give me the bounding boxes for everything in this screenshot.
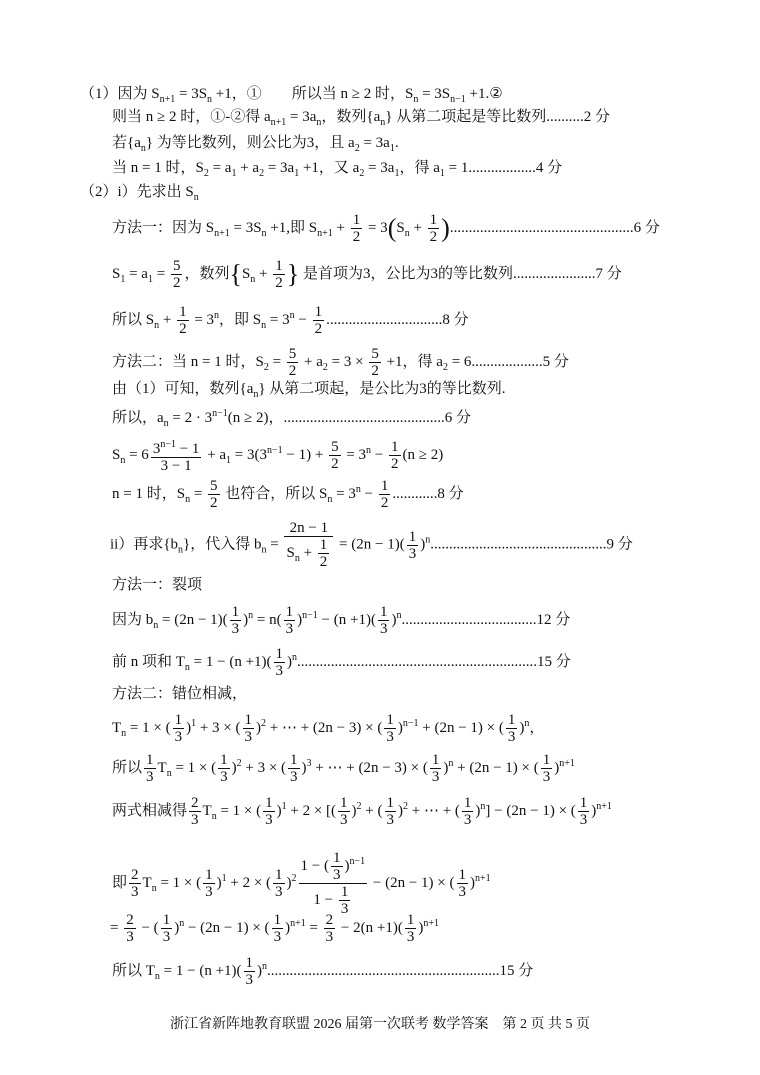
simplify-line: = $\frac{2}{3}$ − ( $\frac{1}{3}$ )$^n$ − (2n − 1) × ( $\frac{1}{3}$ )$^{n+1}$ = $\frac{2}{3}$ − 2(n +1)( $\frac{1}{3}$ )$^{n+1}$ bbox=[110, 912, 439, 945]
part1-line4: 当 n = 1 时，$S_2 = a_1 + a_2 = 3a_1 +1$，又 $a_2 = 3a_1$，得 $a_1 = 1..................4$ 分 bbox=[112, 160, 563, 179]
shift-method-label: 方法二：错位相减， bbox=[112, 686, 248, 702]
tn-result-1: 前 n 项和 $T_n = 1 - (n +1)$( $\frac{1}{3}$ )$^n$................................................................15 分 bbox=[112, 646, 571, 679]
method2-line: 方法二：当 n = 1 时，$S_2$ = $\frac{5}{2}$ + $a_2 = 3$ × $\frac{5}{2}$ +1，得 $a_2 = 6...................5$ 分 bbox=[112, 346, 569, 379]
part2-heading: （2）i）先求出 $S_n$ bbox=[80, 184, 199, 203]
split-method-label: 方法一：裂项 bbox=[112, 577, 203, 593]
tn-series: $T_n = 1$ × ( $\frac{1}{3}$ )$^1$ + 3 × ( $\frac{1}{3}$ )$^2$ + ⋯ + (2n − 3) × ( $\frac{1}{3}$ )$^{n-1}$ + (2n − 1) × ( $\frac{1}{3}$ )$^n$， bbox=[112, 712, 545, 745]
tn-result-2: 所以 $T_n = 1 - (n +1)$( $\frac{1}{3}$ )$^n$..............................................................15 分 bbox=[112, 955, 534, 988]
part1-line1: （1）因为 $S_{n+1} = 3S_n +1$，① 所以当 n ≥ 2 时，$S_n = 3S_{n-1}$ +1.② bbox=[80, 86, 503, 105]
sn-sum-line: $S_n = 6$ $\frac{3^{n-1} - 1}{3 - 1}$ + $a_1 = 3(3^{n-1} - 1)$ + $\frac{5}{2}$ = $3^n$ − $\frac{1}{2}$ (n ≥ 2) bbox=[112, 439, 444, 474]
split-line: 因为 $b_n = (2n - 1)$( $\frac{1}{3}$ )$^n$ = n( $\frac{1}{3}$ )$^{n-1}$ − (n +1)( $\frac{1}{3}$ )$^n$....................................12 分 bbox=[112, 604, 571, 637]
s2-line: 所以 $S_n$ + $\frac{1}{2}$ = $3^n$，即 $S_n = 3^n$ − $\frac{1}{2}$ ...............................8 分 bbox=[112, 304, 469, 337]
s1-line: $S_1 = a_1$ = $\frac{5}{2}$ ，数列{$S_n$ + $\frac{1}{2}$ } 是首项为3，公比为3的等比数列......................7 分 bbox=[112, 258, 622, 291]
n1-check-line: n = 1 时，$S_n$ = $\frac{5}{2}$ 也符合，所以 $S_n = 3^n$ − $\frac{1}{2}$ ............8 分 bbox=[112, 478, 464, 511]
difference-line: 两式相减得 $\frac{2}{3}$ $T_n = 1$ × ( $\frac{1}{3}$ )$^1$ + 2 × [( $\frac{1}{3}$ )$^2$ + ( $\frac{1}{3}$ )$^2$ + ⋯ + ( $\frac{1}{3}$ )$^n$] − (2n − 1) × ( $\frac{1}{3}$ )$^{n+1}$ bbox=[112, 795, 612, 828]
method1-line: 方法一：因为 $S_{n+1} = 3S_n +1$,即 $S_{n+1}$ + $\frac{1}{2}$ = $3(S_n$ + $\frac{1}{2}$ ).................................................6 分 bbox=[112, 212, 660, 245]
third-tn-series: 所以 $\frac{1}{3}$ $T_n = 1$ × ( $\frac{1}{3}$ )$^2$ + 3 × ( $\frac{1}{3}$ )$^3$ + ⋯ + (2n − 3) × ( $\frac{1}{3}$ )$^n$ + (2n − 1) × ( $\frac{1}{3}$ )$^{n+1}$ bbox=[112, 752, 575, 785]
geometric-sum-line: 即 $\frac{2}{3}$ $T_n = 1$ × ( $\frac{1}{3}$ )$^1$ + 2 × ( $\frac{1}{3}$ )$^2$ 1 − ( $\frac{1}{3}$ )$^{n-1}$ 1 − $\frac{1}{3}$ − (2n − 1) × ( $\frac{1}{3}$ )$^{n+1}$ bbox=[112, 850, 491, 917]
bn-line: ii）再求$\{b_n\}$，代入得 $b_n$ = 2n − 1 $S_n$ + $\frac{1}{2}$ = (2n − 1)( $\frac{1}{3}$ )$^n$...............................................9 分 bbox=[110, 520, 633, 570]
method2-note: 由（1）可知，数列$\{a_n\}$ 从第二项起，是公比为3的等比数列. bbox=[112, 381, 506, 400]
part1-line2: 则当 n ≥ 2 时，①-②得 $a_{n+1} = 3a_n$，数列$\{a_n\}$ 从第二项起是等比数列..........2 分 bbox=[112, 109, 610, 128]
part1-line3: 若$\{a_n\}$ 为等比数列，则公比为3，且 $a_2 = 3a_1$. bbox=[112, 135, 399, 154]
page-footer: 浙江省新阵地教育联盟 2026 届第一次联考 数学答案 第 2 页 共 5 页 bbox=[170, 1017, 590, 1032]
an-line: 所以，$a_n = 2 \cdot 3^{n-1}(n \ge 2)$，...........................................6 分 bbox=[112, 408, 472, 429]
